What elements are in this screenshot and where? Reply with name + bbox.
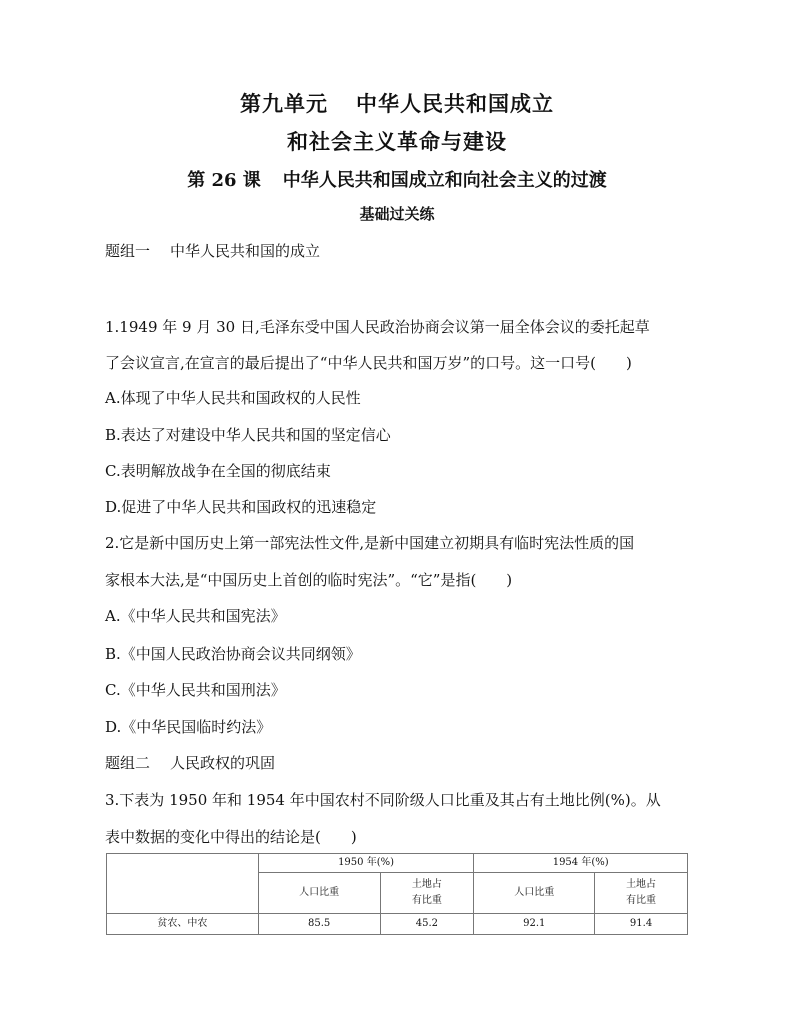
table-col-land-1950: 土地占 有比重 bbox=[380, 873, 474, 914]
q2-option-a: A.《中华人民共和国宪法》 bbox=[105, 607, 286, 625]
table-header-1954: 1954 年(%) bbox=[474, 854, 688, 873]
table-cell-pop1954: 92.1 bbox=[474, 914, 595, 935]
q1-stem-line1: 1.1949 年 9 月 30 日,毛泽东受中国人民政治协商会议第一届全体会议的委托起草 bbox=[105, 318, 650, 336]
group-2-label: 题组二 bbox=[105, 754, 151, 772]
q3-stem-line2: 表中数据的变化中得出的结论是( ) bbox=[105, 828, 357, 846]
q2-option-c: C.《中华人民共和国刑法》 bbox=[105, 681, 286, 699]
land-ratio-table bbox=[106, 853, 688, 935]
group-1-label: 题组一 bbox=[105, 242, 151, 260]
group-2-title: 人民政权的巩固 bbox=[170, 754, 276, 772]
table-header-1950: 1950 年(%) bbox=[258, 854, 474, 873]
q1-option-b: B.表达了对建设中华人民共和国的坚定信心 bbox=[105, 426, 391, 444]
q1-option-a: A.体现了中华人民共和国政权的人民性 bbox=[105, 389, 361, 407]
group-1-title: 中华人民共和国的成立 bbox=[170, 242, 321, 260]
q1-option-c: C.表明解放战争在全国的彻底结束 bbox=[105, 462, 331, 480]
unit-title-line2: 和社会主义革命与建设 bbox=[287, 129, 507, 154]
table-corner-cell bbox=[107, 854, 259, 914]
table-row bbox=[107, 914, 688, 935]
lesson-title-text: 中华人民共和国成立和向社会主义的过渡 bbox=[282, 170, 607, 191]
unit-title bbox=[0, 88, 794, 118]
table-header-row bbox=[107, 854, 688, 873]
q2-option-b: B.《中国人民政治协商会议共同纲领》 bbox=[105, 645, 361, 663]
unit-title-text: 中华人民共和国成立 bbox=[356, 91, 554, 116]
unit-number: 第九单元 bbox=[240, 91, 328, 116]
table-cell-land1950: 45.2 bbox=[380, 914, 474, 935]
table-cell-land1954: 91.4 bbox=[595, 914, 688, 935]
table-row-label: 贫农、中农 bbox=[107, 914, 259, 935]
table-col-pop-1954: 人口比重 bbox=[474, 873, 595, 914]
section-label: 基础过关练 bbox=[359, 205, 435, 223]
q3-stem-line1: 3.下表为 1950 年和 1954 年中国农村不同阶级人口比重及其占有土地比例(%)。从 bbox=[105, 791, 661, 809]
lesson-title bbox=[0, 166, 794, 192]
table-col-pop-1950: 人口比重 bbox=[258, 873, 380, 914]
q1-option-d: D.促进了中华人民共和国政权的迅速稳定 bbox=[105, 498, 377, 516]
q1-stem-line2: 了会议宣言,在宣言的最后提出了“中华人民共和国万岁”的口号。这一口号( ) bbox=[105, 354, 632, 372]
table-col-land-1954: 土地占 有比重 bbox=[595, 873, 688, 914]
q2-option-d: D.《中华民国临时约法》 bbox=[105, 718, 272, 736]
q2-stem-line2: 家根本大法,是“中国历史上首创的临时宪法”。“它”是指( ) bbox=[105, 571, 513, 589]
group-2-heading bbox=[105, 752, 275, 773]
lesson-number: 第 26 课 bbox=[187, 170, 261, 191]
table-cell-pop1950: 85.5 bbox=[258, 914, 380, 935]
q2-stem-line1: 2.它是新中国历史上第一部宪法性文件,是新中国建立初期具有临时宪法性质的国 bbox=[105, 534, 635, 552]
group-1-heading bbox=[105, 240, 320, 261]
